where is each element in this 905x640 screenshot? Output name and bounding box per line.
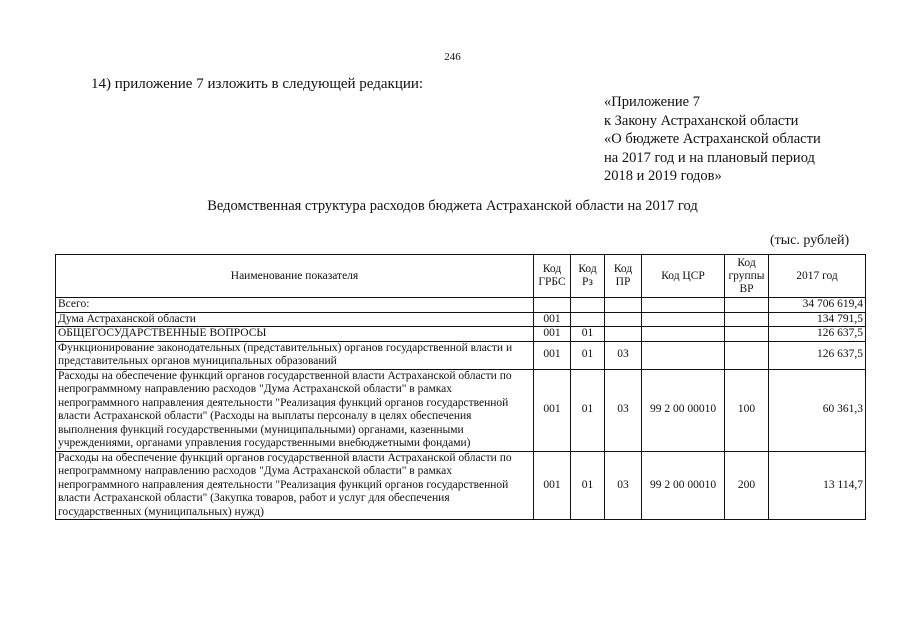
row-grbs — [534, 298, 571, 313]
row-amount: 126 637,5 — [769, 341, 866, 369]
row-csr — [642, 312, 725, 327]
amendment-intro: 14) приложение 7 изложить в следующей редакции: — [91, 76, 424, 92]
row-pr — [605, 312, 642, 327]
row-pr — [605, 298, 642, 313]
row-amount: 134 791,5 — [769, 312, 866, 327]
appendix-ref-line: «О бюджете Астраханской области — [604, 131, 821, 147]
budget-table — [55, 254, 866, 520]
row-name: Всего: — [56, 298, 534, 313]
header-pr: Код ПР — [605, 255, 642, 298]
row-name: Дума Астраханской области — [56, 312, 534, 327]
header-rz: Код Рз — [571, 255, 605, 298]
row-rz — [571, 312, 605, 327]
table-row — [56, 312, 866, 327]
appendix-ref-line: 2018 и 2019 годов» — [604, 168, 722, 184]
row-rz: 01 — [571, 327, 605, 342]
row-name: Расходы на обеспечение функций органов государственной власти Астраханской области по непрограммному направлению расходов "Дума Астраханской области" в рамках непрограммного направления деятельности "Реализация функций органов государственной власти Астраханской области" (Расходы на выплаты персоналу в целях обеспечения выполнения функций государственными (муниципальными) органами, казенными учреждениями, органами управления государственными внебюджетными фондами) — [56, 369, 534, 451]
table-row — [56, 327, 866, 342]
row-vr — [725, 327, 769, 342]
row-amount: 13 114,7 — [769, 451, 866, 520]
row-rz: 01 — [571, 369, 605, 451]
row-pr: 03 — [605, 451, 642, 520]
row-vr — [725, 312, 769, 327]
row-grbs: 001 — [534, 369, 571, 451]
row-grbs: 001 — [534, 312, 571, 327]
row-pr: 03 — [605, 341, 642, 369]
row-vr — [725, 298, 769, 313]
header-grbs: Код ГРБС — [534, 255, 571, 298]
units-label: (тыс. рублей) — [770, 233, 850, 248]
row-csr: 99 2 00 00010 — [642, 369, 725, 451]
row-rz: 01 — [571, 341, 605, 369]
header-amount: 2017 год — [769, 255, 866, 298]
row-name: ОБЩЕГОСУДАРСТВЕННЫЕ ВОПРОСЫ — [56, 327, 534, 342]
row-vr: 200 — [725, 451, 769, 520]
row-grbs: 001 — [534, 451, 571, 520]
row-grbs: 001 — [534, 341, 571, 369]
appendix-reference — [604, 93, 821, 186]
header-vr: Код группы ВР — [725, 255, 769, 298]
row-csr: 99 2 00 00010 — [642, 451, 725, 520]
appendix-ref-line: на 2017 год и на плановый период — [604, 149, 815, 166]
row-name: Расходы на обеспечение функций органов государственной власти Астраханской области по непрограммному направлению расходов "Дума Астраханской области" в рамках непрограммного направления деятельности "Реализация функций органов государственной власти Астраханской области" (Закупка товаров, работ и услуг для обеспечения государственных (муниципальных) нужд) — [56, 451, 534, 520]
row-csr — [642, 341, 725, 369]
row-grbs: 001 — [534, 327, 571, 342]
row-rz: 01 — [571, 451, 605, 520]
table-row — [56, 451, 866, 520]
header-name: Наименование показателя — [56, 255, 534, 298]
header-csr: Код ЦСР — [642, 255, 725, 298]
row-csr — [642, 327, 725, 342]
appendix-ref-line: к Закону Астраханской области — [604, 112, 799, 129]
table-header-row — [56, 255, 866, 298]
row-csr — [642, 298, 725, 313]
row-pr: 03 — [605, 369, 642, 451]
row-pr — [605, 327, 642, 342]
table-row — [56, 298, 866, 313]
row-amount: 60 361,3 — [769, 369, 866, 451]
table-title: Ведомственная структура расходов бюджета Астраханской области на 2017 год — [207, 198, 698, 214]
page-number: 246 — [444, 51, 461, 63]
row-name: Функционирование законодательных (представительных) органов государственной власти и представительных органов муниципальных образований — [56, 341, 534, 369]
table-row — [56, 369, 866, 451]
appendix-ref-line: «Приложение 7 — [604, 94, 700, 110]
table-row — [56, 341, 866, 369]
row-vr: 100 — [725, 369, 769, 451]
row-amount: 34 706 619,4 — [769, 298, 866, 313]
row-rz — [571, 298, 605, 313]
row-vr — [725, 341, 769, 369]
row-amount: 126 637,5 — [769, 327, 866, 342]
